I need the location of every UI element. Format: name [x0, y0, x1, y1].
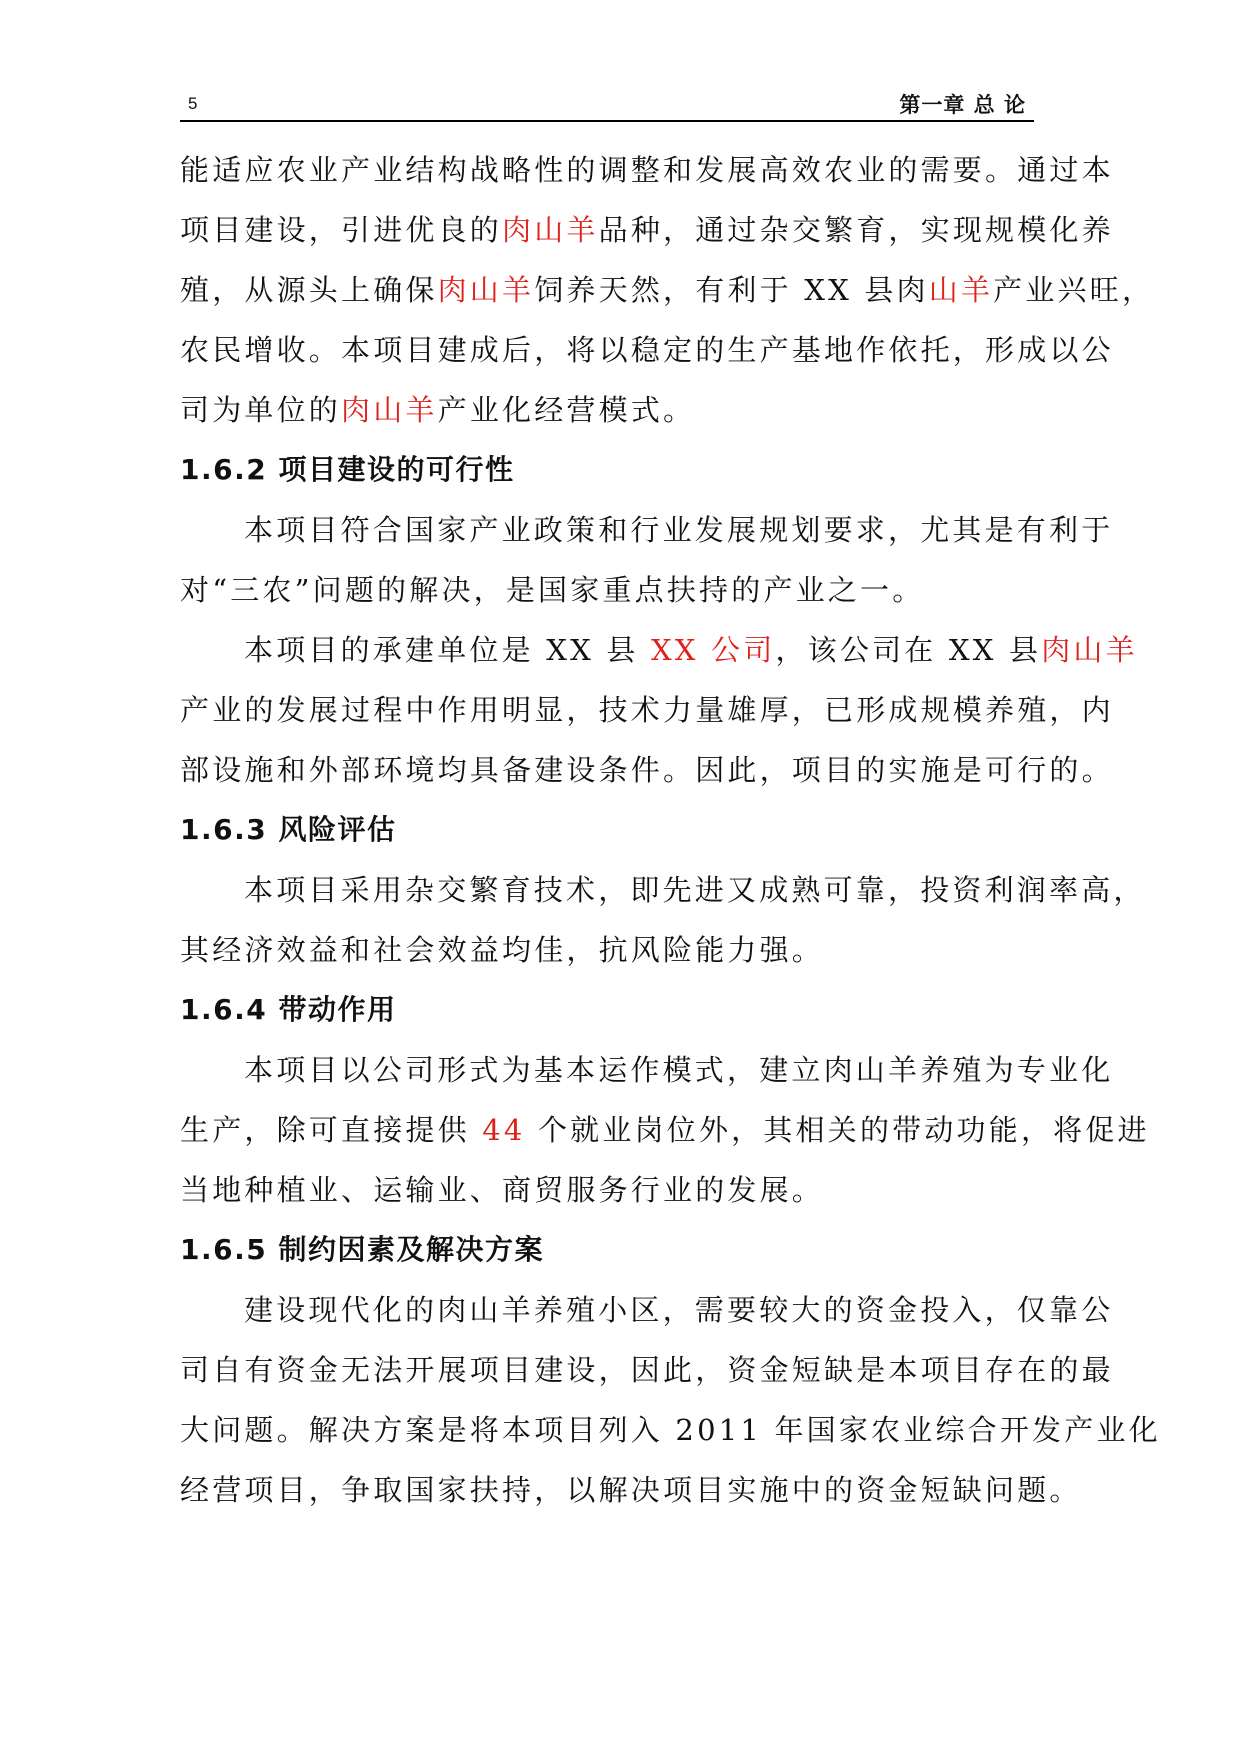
document-body [180, 140, 1161, 1520]
highlighted-term: 肉山羊 [502, 213, 599, 247]
text-line: 本项目采用杂交繁育技术，即先进又成熟可靠，投资利润率高， [244, 873, 1146, 907]
section-heading-1-6-2: 1.6.2 项目建设的可行性 [180, 453, 515, 486]
text-line: 本项目符合国家产业政策和行业发展规划要求，尤其是有利于 [244, 513, 1114, 547]
text-line: 本项目的承建单位是 XX 县 XX 公司，该公司在 XX 县肉山羊 [244, 633, 1138, 667]
highlighted-number: 44 [482, 1113, 526, 1147]
text-line: 产业的发展过程中作用明显，技术力量雄厚，已形成规模养殖，内 [180, 693, 1114, 727]
highlighted-term: 肉山羊 [437, 273, 535, 307]
text-line: 能适应农业产业结构战略性的调整和发展高效农业的需要。通过本 [180, 153, 1114, 187]
text-line: 生产，除可直接提供 44 个就业岗位外，其相关的带动功能，将促进 [180, 1113, 1150, 1147]
risk-paragraph [180, 860, 1146, 980]
section-heading-1-6-4: 1.6.4 带动作用 [180, 993, 397, 1026]
constraints-paragraph [180, 1280, 1161, 1520]
text-line: 殖，从源头上确保肉山羊饲养天然，有利于 XX 县肉山羊产业兴旺， [180, 273, 1155, 307]
text-line: 项目建设，引进优良的肉山羊品种，通过杂交繁育，实现规模化养 [180, 213, 1114, 247]
text-line: 司为单位的肉山羊产业化经营模式。 [180, 393, 696, 427]
text-line: 其经济效益和社会效益均佳，抗风险能力强。 [180, 933, 825, 967]
page-header [180, 84, 1034, 122]
feasibility-paragraph-1 [180, 500, 1114, 620]
impact-paragraph [180, 1040, 1150, 1220]
text-line: 司自有资金无法开展项目建设，因此，资金短缺是本项目存在的最 [180, 1353, 1114, 1387]
feasibility-paragraph-2 [180, 620, 1138, 800]
text-line: 当地种植业、运输业、商贸服务行业的发展。 [180, 1173, 825, 1207]
text-line: 大问题。解决方案是将本项目列入 2011 年国家农业综合开发产业化 [180, 1413, 1161, 1447]
text-line: 农民增收。本项目建成后，将以稳定的生产基地作依托，形成以公 [180, 333, 1114, 367]
text-line: 经营项目，争取国家扶持，以解决项目实施中的资金短缺问题。 [180, 1473, 1082, 1507]
section-heading-1-6-3: 1.6.3 风险评估 [180, 813, 397, 846]
intro-paragraph [180, 140, 1155, 440]
text-line: 对“三农”问题的解决，是国家重点扶持的产业之一。 [180, 573, 925, 607]
text-line: 建设现代化的肉山羊养殖小区，需要较大的资金投入，仅靠公 [244, 1293, 1114, 1327]
highlighted-term: 肉山羊 [341, 393, 438, 427]
highlighted-term: XX 公司 [650, 633, 776, 667]
text-line: 本项目以公司形式为基本运作模式，建立肉山羊养殖为专业化 [244, 1053, 1114, 1087]
highlighted-term: 肉山羊 [1041, 633, 1138, 667]
text-line: 部设施和外部环境均具备建设条件。因此，项目的实施是可行的。 [180, 753, 1114, 787]
page-number: 5 [188, 94, 198, 113]
chapter-title: 第一章 总 论 [899, 93, 1026, 117]
highlighted-term: 山羊 [928, 273, 994, 307]
section-heading-1-6-5: 1.6.5 制约因素及解决方案 [180, 1233, 544, 1266]
